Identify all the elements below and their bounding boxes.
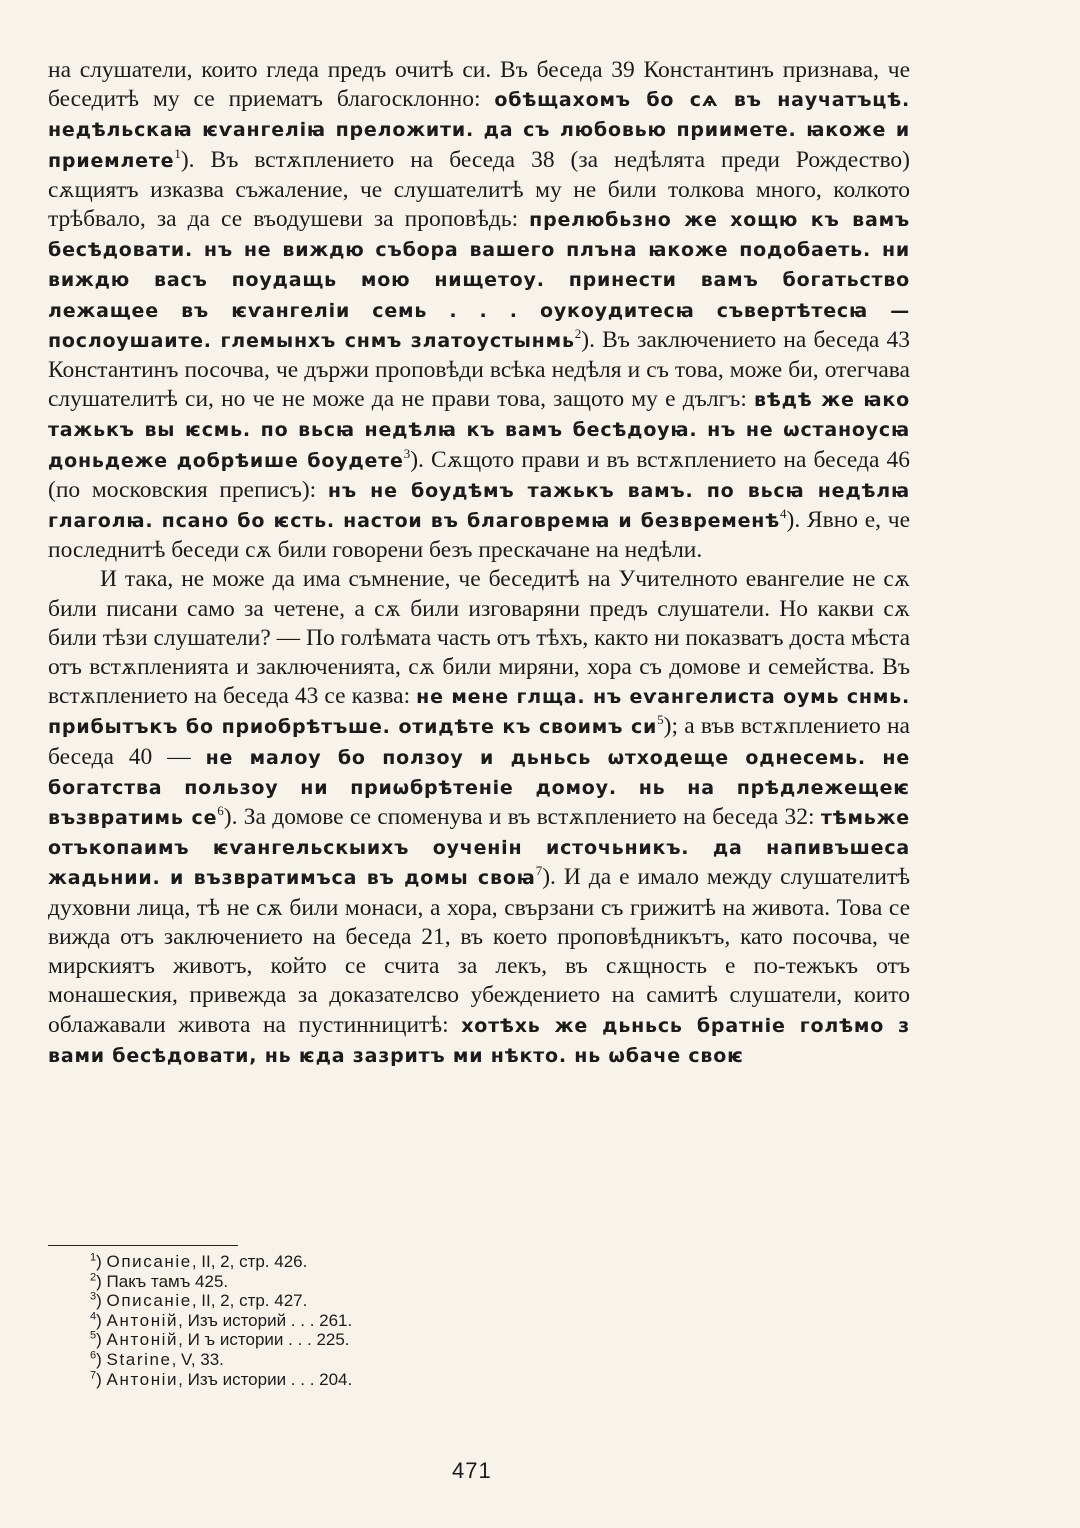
footnote-text: Пакъ тамъ 425.	[106, 1271, 229, 1291]
page-body	[48, 56, 910, 1071]
footnote-text: , II, 2, стр. 427.	[191, 1291, 308, 1311]
text-run: на слушатели, които гледа предъ очитѣ си. Въ беседа 39 Константинъ признава, че беседитѣ му се приематъ благосклонно:	[48, 57, 910, 113]
footnote-text: , V, 33.	[171, 1349, 224, 1369]
footnote: $^7$) Антоніи, Изъ истории . . . 204.	[90, 1368, 353, 1389]
text-run: ). За домове се споменува и въ встѫплението на беседа 32:	[223, 804, 821, 831]
footnote-text: , Изъ историй . . . 261.	[178, 1310, 353, 1330]
text-run: ). И да е имало между слушателитѣ духовни лица, тѣ не сѫ били монаси, а хора, свързани съ грижитѣ на живота. Това се вижда отъ заключението на беседа 21, въ което проповѣдникътъ, като посочва, че мирскиятъ животъ, който се счита за лекъ, въ сѫщность е по-тежъкъ отъ монашеския, привежда за доказателсво убеждението на самитѣ слушатели, които облажавали живота на пустинницитѣ:	[48, 864, 910, 1038]
footnote: $^3$) Описаніе, II, 2, стр. 427.	[90, 1290, 308, 1311]
page-number: 471	[452, 1458, 492, 1483]
footnote-author: Антоній	[106, 1310, 179, 1330]
text-run: ). Сѫщото прави и въ встѫплението на беседа 46 (по московския преписъ):	[48, 446, 910, 503]
footnote-author: Антоніи	[106, 1369, 179, 1389]
footnote-separator	[48, 1245, 238, 1246]
footnote-text: , Изъ истории . . . 204.	[178, 1369, 353, 1389]
footnote-author: Starine	[106, 1349, 172, 1369]
footnotes	[90, 1252, 352, 1389]
footnote: $^4$) Антоній, Изъ историй . . . 261.	[90, 1310, 353, 1330]
text-run: ). Явно е, че последнитѣ беседи сѫ били говорени безъ прескачане на недѣли.	[48, 507, 910, 564]
footnote: $^1$) Описаніе, II, 2, стр. 426.	[90, 1251, 308, 1271]
footnote: $^2$) Пакъ тамъ 425.	[90, 1270, 229, 1291]
footnote-marker: 5	[90, 1329, 97, 1342]
footnote-marker: 2	[90, 1270, 97, 1283]
old-slavonic-quote: прелюбьзно же хощю къ вамъ бесѣдовати. нъ не виждю събора вашего плъна ꙗкоже подобаеть. ни виждю васъ поудащь мою нищетоу. принести вамъ богатьство лежащее въ ѥѵангеліи семь . . . оукоудитесꙗ съвертѣтесꙗ — послоушаите. глемынхъ снмъ златоустынмь	[48, 209, 910, 352]
footnote-ref: 2	[574, 326, 582, 341]
footnote-ref: 6	[217, 803, 224, 819]
old-slavonic-quote: хотѣхь же дьньсь братніе голѣмо з вами бесѣдовати, нь ѥда зазритъ ми нѣкто. нь ѡбаче своѥ	[48, 1014, 911, 1067]
footnote-text: , И ъ истории . . . 225.	[178, 1330, 350, 1350]
text-run: ). Въ встѫплението на беседа 38 (за недѣлята преди Рождество) сѫщиятъ изказва съжаление, че слушателитѣ му не били толкова много, колкото трѣбвало, за да се въодушеви за проповѣдь:	[48, 146, 910, 233]
text-run: И така, не може да има съмнение, че беседитѣ на Учителното евангелие не сѫ били писани само за четене, а сѫ били изговаряни предъ слушатели. Но какви сѫ били тѣзи слушатели? — По голѣмата часть отъ тѣхъ, както ни показватъ доста мѣста отъ встѫпленията и заключенията, сѫ били миряни, хора съ домове и семейства. Въ встѫплението на беседа 43 се казва:	[48, 566, 910, 710]
footnote: $^6$) Starine, V, 33.	[90, 1349, 224, 1369]
footnote-author: Описаніе	[106, 1252, 192, 1271]
old-slavonic-quote: нъ не боудѣмъ тажькъ вамъ. по вьсꙗ недѣлꙗ глаголꙗ. псано бо ѥсть. настои въ благовремꙗ и безвременѣ	[48, 479, 910, 533]
footnote-ref: 4	[780, 506, 787, 522]
footnote-marker: 3	[90, 1290, 97, 1303]
paragraph-2	[48, 565, 910, 1070]
old-slavonic-quote: не мене глща. нъ еѵангелиста оумь снмь. прибытъкъ бо приобрѣтъше. отидѣте къ своимъ си	[48, 686, 910, 739]
old-slavonic-quote: тѣмьже отъкопаимъ ѥѵангельскыихъ оученін источьникъ. да напивъшеса жадьнии. и възвратимъса въ домы своꙗ	[48, 807, 910, 890]
paragraph-1	[48, 56, 910, 565]
old-slavonic-quote: не малоу бо ползоу и дьньсь ѡтходеще однесемь. не богатства пользоу ни приѡбрѣтеніе домоу. нь на прѣдлежещеѥ възвратимь се	[48, 746, 911, 830]
footnote-text: , II, 2, стр. 426.	[191, 1252, 308, 1271]
footnote-ref: 1	[174, 145, 181, 161]
footnote: $^5$) Антоній, И ъ истории . . . 225.	[90, 1329, 350, 1350]
footnote-ref: 7	[535, 863, 543, 879]
footnote-marker: 7	[90, 1368, 97, 1381]
footnote-marker: 6	[90, 1349, 97, 1362]
footnote-marker: 1	[90, 1251, 97, 1264]
footnote-author: Описаніе	[106, 1291, 192, 1311]
text-run: ); а във встѫплението на беседа 40 —	[48, 713, 910, 770]
footnote-ref: 5	[657, 712, 664, 728]
footnote-ref: 3	[403, 445, 411, 461]
text-run: ). Въ заключението на беседа 43 Константинъ посочва, че държи проповѣди всѣка недѣля и съ това, може би, отегчава слушателитѣ си, но че не може да не прави това, защото му е дългъ:	[48, 326, 910, 413]
footnote-marker: 4	[90, 1310, 97, 1323]
old-slavonic-quote: обѣщахомъ бо сѧ въ научатъцѣ. недѣльскаꙗ ѥѵангеліꙗ преложити. да съ любовью приимете. ꙗкоже и приемлете	[48, 89, 910, 172]
footnote-author: Антоній	[106, 1330, 179, 1350]
old-slavonic-quote: вѣдѣ же ꙗко тажькъ вы ѥсмь. по вьсꙗ недѣлꙗ къ вамъ бесѣдоуꙗ. нъ не ѡстаноусꙗ доньдеже добрѣише боудете	[48, 389, 910, 472]
